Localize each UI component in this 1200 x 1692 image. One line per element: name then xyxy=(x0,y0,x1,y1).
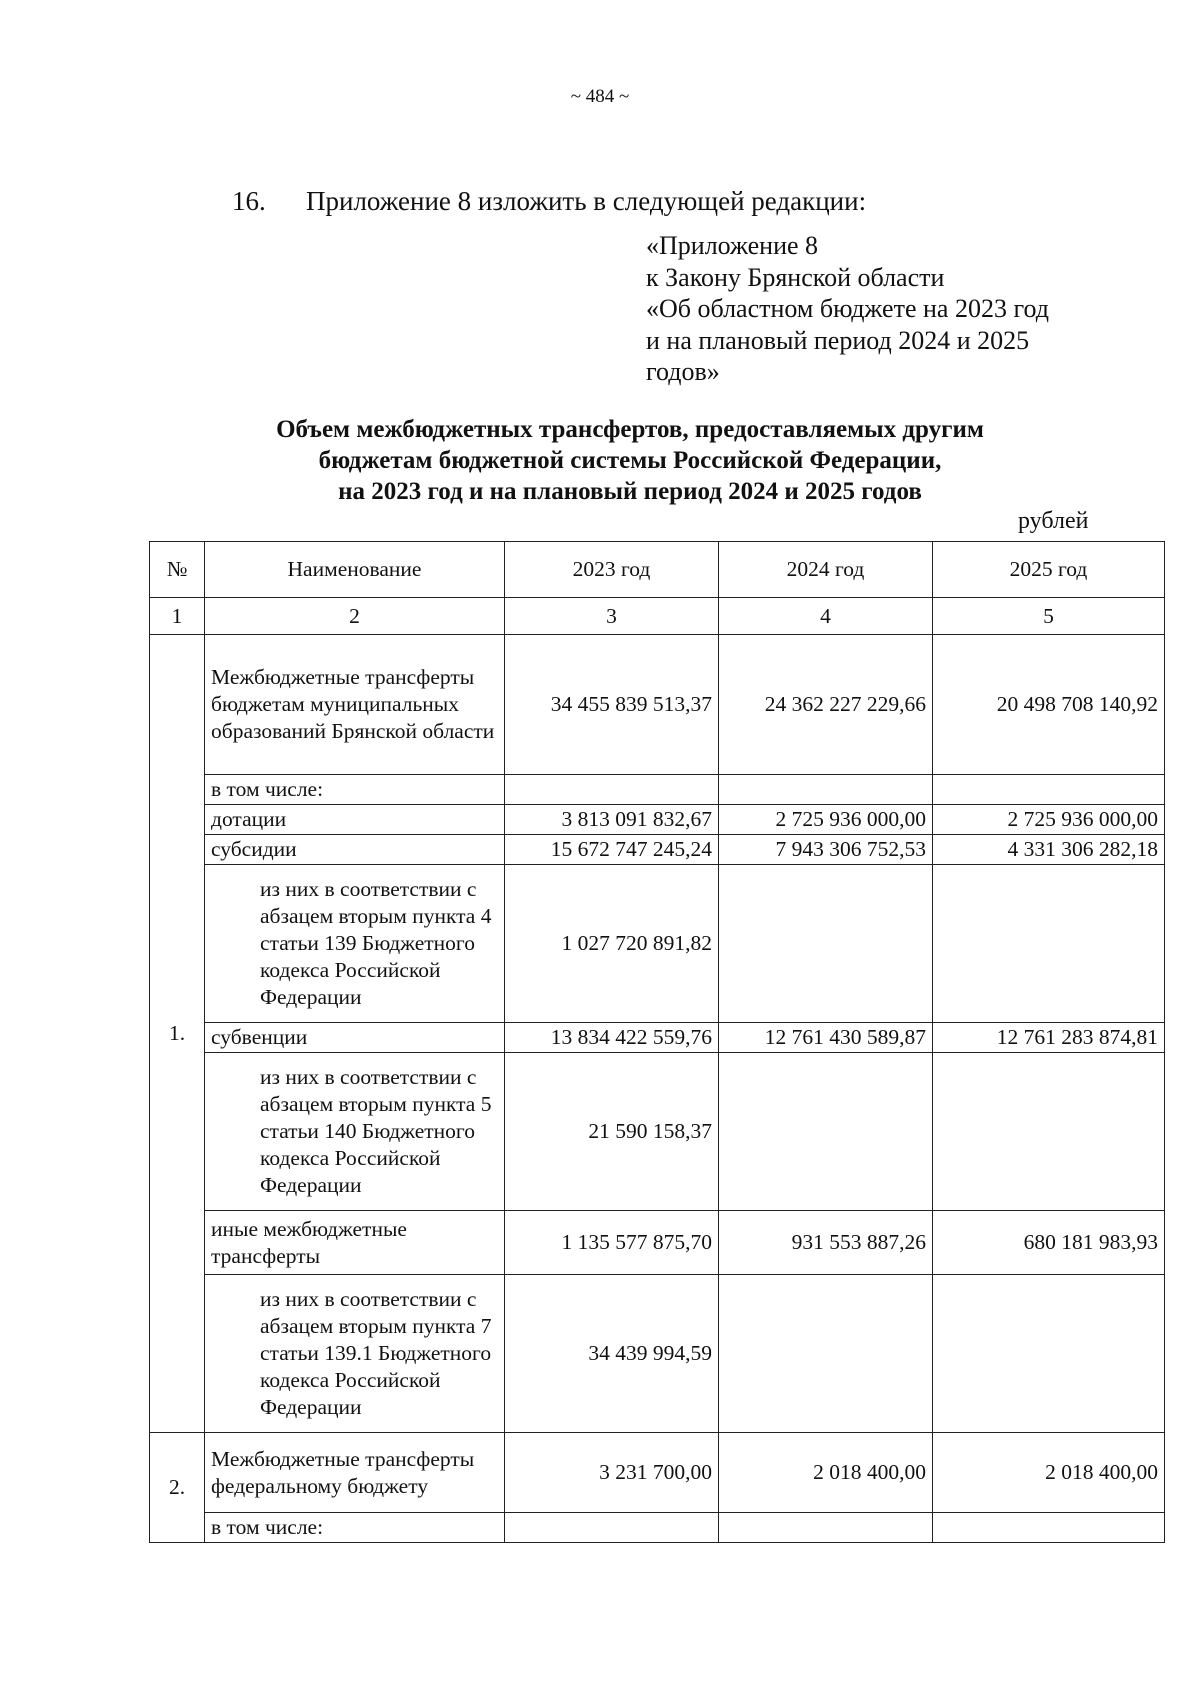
row-name: Межбюджетные трансферты бюджетам муниципальных образований Брянской области xyxy=(205,635,505,775)
table-row xyxy=(150,1275,1165,1433)
row-name: дотации xyxy=(205,805,505,835)
row-name: из них в соответствии с абзацем вторым пункта 4 статьи 139 Бюджетного кодекса Российской Федерации xyxy=(205,865,505,1023)
row-name: Межбюджетные трансферты федеральному бюджету xyxy=(205,1433,505,1513)
value-2025 xyxy=(933,1053,1165,1211)
value-2023: 34 455 839 513,37 xyxy=(505,635,719,775)
row-name: иные межбюджетные трансферты xyxy=(205,1211,505,1275)
annex-line: «Приложение 8 xyxy=(646,231,819,260)
value-2023: 1 027 720 891,82 xyxy=(505,865,719,1023)
table-row xyxy=(150,635,1165,775)
row-name: из них в соответствии с абзацем вторым пункта 7 статьи 139.1 Бюджетного кодекса Российской Федерации xyxy=(205,1275,505,1433)
row-name: в том числе: xyxy=(205,1513,505,1543)
table-row xyxy=(150,1513,1165,1543)
row-name: в том числе: xyxy=(205,775,505,805)
value-2023: 1 135 577 875,70 xyxy=(505,1211,719,1275)
value-2024: 24 362 227 229,66 xyxy=(719,635,933,775)
value-2025 xyxy=(933,1275,1165,1433)
title-line: Объем межбюджетных трансфертов, предоставляемых другим xyxy=(276,416,984,443)
table-header-row xyxy=(150,542,1165,598)
annex-line: к Закону Брянской области xyxy=(646,262,945,292)
transfers-table xyxy=(149,541,1165,1543)
annex-line: и на плановый период 2024 и 2025 xyxy=(646,325,1030,355)
row-name: из них в соответствии с абзацем вторым пункта 5 статьи 140 Бюджетного кодекса Российской Федерации xyxy=(205,1053,505,1211)
value-2024 xyxy=(719,1513,933,1543)
column-number: 1 xyxy=(150,598,205,635)
value-2025: 680 181 983,93 xyxy=(933,1211,1165,1275)
value-2024 xyxy=(719,1053,933,1211)
title-line: бюджетам бюджетной системы Российской Федерации, xyxy=(318,447,942,474)
column-number: 4 xyxy=(719,598,933,635)
amendment-number: 16. xyxy=(232,186,266,216)
value-2023: 15 672 747 245,24 xyxy=(505,835,719,865)
table-row xyxy=(150,865,1165,1023)
value-2025: 2 018 400,00 xyxy=(933,1433,1165,1513)
value-2023: 34 439 994,59 xyxy=(505,1275,719,1433)
column-number: 3 xyxy=(505,598,719,635)
header-2023: 2023 год xyxy=(505,542,719,598)
value-2025 xyxy=(933,775,1165,805)
column-number: 2 xyxy=(205,598,505,635)
value-2023 xyxy=(505,775,719,805)
value-2025 xyxy=(933,1513,1165,1543)
header-2025: 2025 год xyxy=(933,542,1165,598)
page-number: ~ 484 ~ xyxy=(570,86,630,107)
value-2023 xyxy=(505,1513,719,1543)
header-name: Наименование xyxy=(205,542,505,598)
table-row xyxy=(150,835,1165,865)
document-title xyxy=(0,414,1200,507)
value-2025: 4 331 306 282,18 xyxy=(933,835,1165,865)
value-2024 xyxy=(719,865,933,1023)
value-2025: 20 498 708 140,92 xyxy=(933,635,1165,775)
value-2023: 21 590 158,37 xyxy=(505,1053,719,1211)
amendment-text: Приложение 8 изложить в следующей редакции: xyxy=(306,186,867,216)
title-line: на 2023 год и на плановый период 2024 и 2025 годов xyxy=(338,478,922,505)
header-no: № xyxy=(150,542,205,598)
value-2023: 13 834 422 559,76 xyxy=(505,1023,719,1053)
row-name: субсидии xyxy=(205,835,505,865)
value-2023: 3 231 700,00 xyxy=(505,1433,719,1513)
table-row xyxy=(150,1053,1165,1211)
amendment-line xyxy=(232,186,866,217)
row-number: 1. xyxy=(150,635,205,1433)
value-2024: 7 943 306 752,53 xyxy=(719,835,933,865)
value-2025: 2 725 936 000,00 xyxy=(933,805,1165,835)
value-2023: 3 813 091 832,67 xyxy=(505,805,719,835)
table-row xyxy=(150,1211,1165,1275)
table-row xyxy=(150,805,1165,835)
value-2024: 12 761 430 589,87 xyxy=(719,1023,933,1053)
table-row xyxy=(150,1433,1165,1513)
table-row xyxy=(150,1023,1165,1053)
value-2024 xyxy=(719,775,933,805)
header-2024: 2024 год xyxy=(719,542,933,598)
value-2024 xyxy=(719,1275,933,1433)
annex-header xyxy=(646,230,1049,388)
row-name: субвенции xyxy=(205,1023,505,1053)
units-label: рублей xyxy=(1018,508,1089,534)
value-2025: 12 761 283 874,81 xyxy=(933,1023,1165,1053)
column-number: 5 xyxy=(933,598,1165,635)
column-numbers-row xyxy=(150,598,1165,635)
table-row xyxy=(150,775,1165,805)
row-number: 2. xyxy=(150,1433,205,1543)
annex-line: «Об областном бюджете на 2023 год xyxy=(646,294,1049,323)
value-2024: 931 553 887,26 xyxy=(719,1211,933,1275)
annex-line: годов» xyxy=(646,357,720,386)
value-2024: 2 018 400,00 xyxy=(719,1433,933,1513)
value-2024: 2 725 936 000,00 xyxy=(719,805,933,835)
value-2025 xyxy=(933,865,1165,1023)
